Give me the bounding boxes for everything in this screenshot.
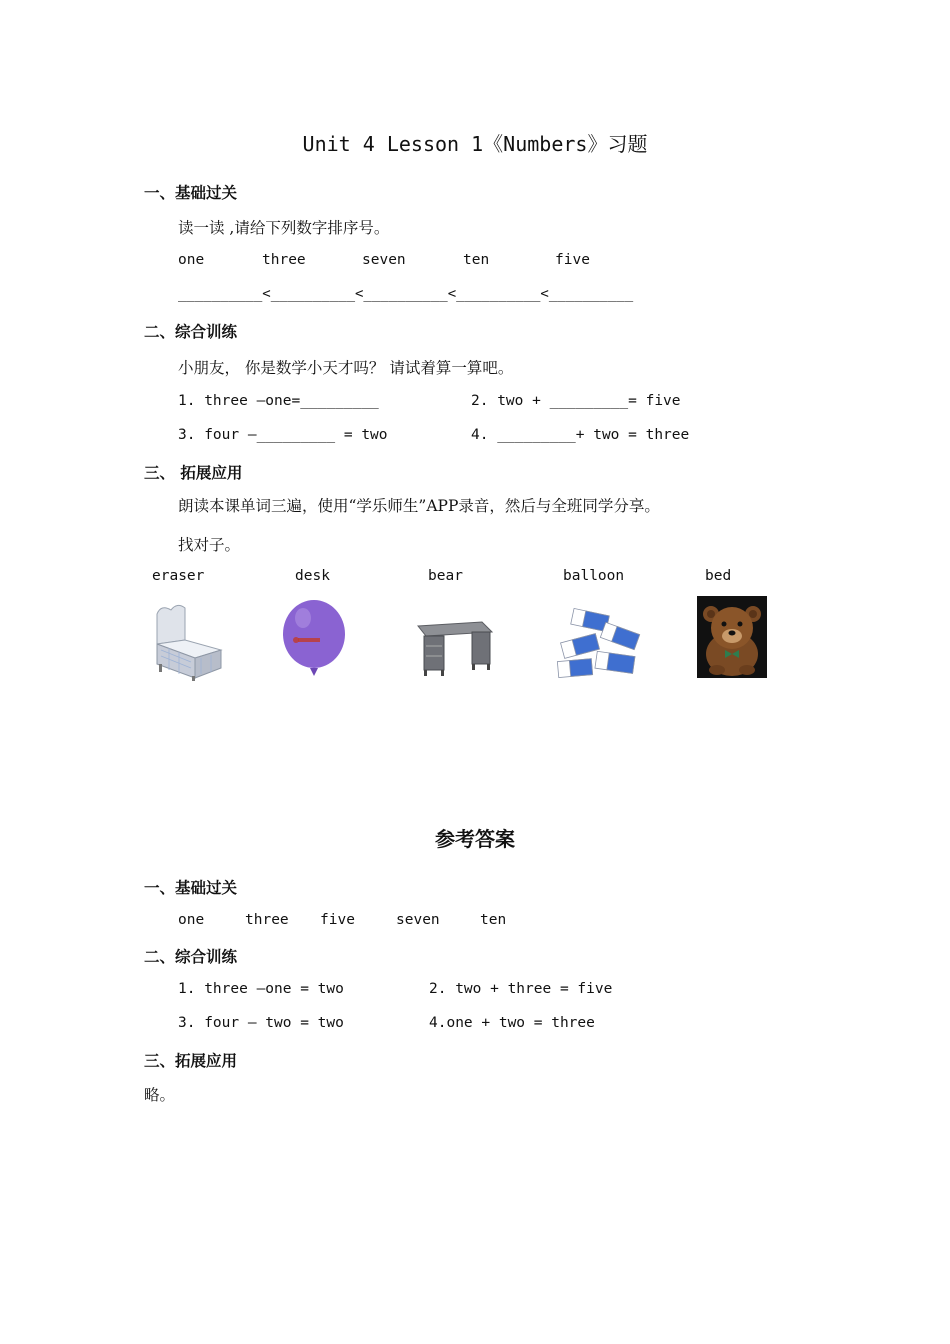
answer-2: 2. two + three = five [429, 981, 613, 997]
match-label-bear: bear [428, 568, 463, 584]
answer-4: 4.one + two = three [429, 1015, 595, 1031]
balloon-picture [278, 598, 350, 680]
question-4: 4. _________+ two = three [471, 427, 690, 443]
question-2: 2. two + _________= five [471, 393, 681, 409]
answers-section-2-heading: 二、综合训练 [144, 948, 238, 966]
answer-order-1: one [178, 912, 205, 928]
bed-picture [151, 600, 223, 682]
section-3-heading: 三、 拓展应用 [144, 464, 243, 482]
question-3: 3. four —_________ = two [178, 427, 388, 443]
bear-picture [697, 596, 767, 678]
eraser-picture [556, 606, 648, 688]
match-label-desk: desk [295, 568, 330, 584]
number-word-one: one [178, 252, 205, 268]
ordering-blanks: __________<__________<__________<__________<__________ [178, 286, 634, 302]
page-title: Unit 4 Lesson 1《Numbers》习题 [302, 132, 648, 156]
number-word-ten: ten [463, 252, 490, 268]
match-label-bed: bed [705, 568, 732, 584]
answers-section-1-heading: 一、基础过关 [144, 879, 238, 897]
answer-5: 略。 [144, 1086, 176, 1104]
answer-order-3: five [320, 912, 355, 928]
answer-order-5: ten [480, 912, 507, 928]
answer-order-2: three [245, 912, 289, 928]
section-3-reading-task: 朗读本课单词三遍，使用“学乐师生”APP录音，然后与全班同学分享。 [178, 497, 660, 515]
match-label-balloon: balloon [563, 568, 625, 584]
answer-3: 3. four — two = two [178, 1015, 344, 1031]
number-word-three: three [262, 252, 306, 268]
number-word-seven: seven [362, 252, 406, 268]
section-1-heading: 一、基础过关 [144, 184, 238, 202]
desk-picture [412, 606, 496, 688]
section-2-heading: 二、综合训练 [144, 323, 238, 341]
section-1-instruction: 读一读 ,请给下列数字排序号。 [178, 219, 390, 237]
answer-1: 1. three —one = two [178, 981, 344, 997]
section-2-instruction: 小朋友， 你是数学小天才吗？ 请试着算一算吧。 [178, 359, 514, 377]
section-3-matching-task: 找对子。 [178, 536, 241, 554]
question-1: 1. three —one=_________ [178, 393, 379, 409]
match-label-eraser: eraser [152, 568, 205, 584]
answer-order-4: seven [396, 912, 440, 928]
answers-section-3-heading: 三、拓展应用 [144, 1052, 238, 1070]
answers-title: 参考答案 [435, 827, 515, 851]
number-word-five: five [555, 252, 590, 268]
